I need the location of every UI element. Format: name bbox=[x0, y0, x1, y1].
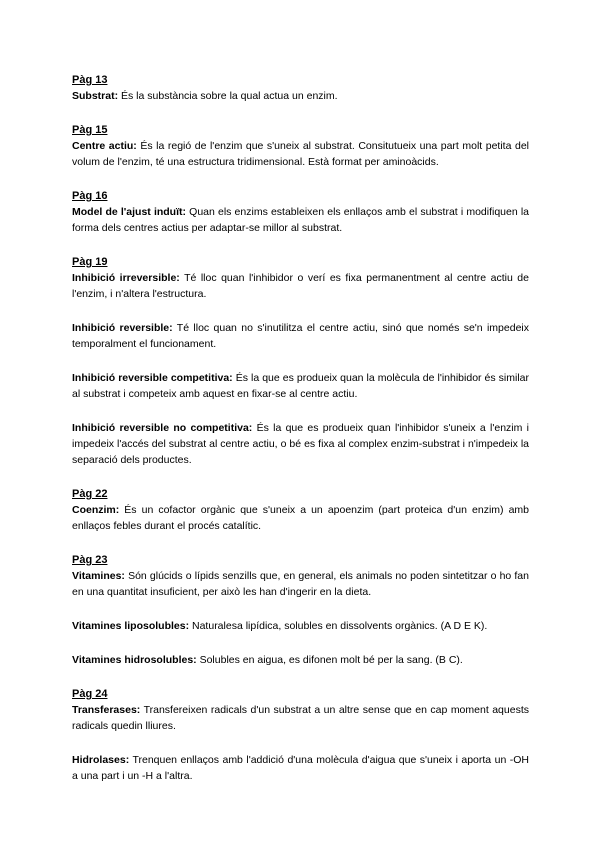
section-heading: Pàg 23 bbox=[72, 554, 108, 566]
definition-term: Inhibició reversible: bbox=[72, 322, 173, 334]
section-pag-19 bbox=[72, 254, 529, 468]
definition-coenzim bbox=[72, 502, 529, 534]
definition-text: Trenquen enllaços amb l'addició d'una molècula d'aigua que s'uneix i aporta un -OH a una part i un -H a l'altra. bbox=[72, 754, 529, 782]
definition-text: Quan els enzims estableixen els enllaços amb el substrat i modifiquen la forma dels centres actius per adaptar-se millor al substrat. bbox=[72, 206, 530, 234]
definition-term: Inhibició reversible competitiva: bbox=[72, 372, 233, 384]
section-pag-24 bbox=[72, 686, 529, 784]
definition-text: És un cofactor orgànic que s'uneix a un apoenzim (part proteica d'un enzim) amb enllaços febles durant el procés catalític. bbox=[72, 504, 529, 532]
definition-term: Transferases: bbox=[72, 704, 141, 716]
section-pag-15 bbox=[72, 122, 529, 170]
definition-term: Inhibició reversible no competitiva: bbox=[72, 422, 253, 434]
definition-substrat bbox=[72, 88, 529, 104]
definition-text: Naturalesa lipídica, solubles en dissolvents orgànics. (A D E K). bbox=[189, 620, 488, 632]
definition-term: Model de l'ajust induït: bbox=[72, 206, 187, 218]
section-heading: Pàg 22 bbox=[72, 488, 108, 500]
definition-text: Són glúcids o lípids senzills que, en general, els animals no poden sintetitzar o ho fan en una quantitat insuficient, per això les han d'ingerir en la dieta. bbox=[72, 570, 529, 598]
section-pag-16 bbox=[72, 188, 529, 236]
definition-text: Té lloc quan l'inhibidor o verí es fixa permanentment al centre actiu de l'enzim, i n'altera l'estructura. bbox=[72, 272, 529, 300]
definition-term: Vitamines liposolubles: bbox=[72, 620, 190, 632]
definition-text: És la que es produeix quan l'inhibidor s'uneix a l'enzim i impedeix l'accés del substrat al centre actiu, o bé es fixa al complex enzim-substrat i n'impedeix la separació dels productes. bbox=[72, 422, 529, 466]
definition-centre-actiu bbox=[72, 138, 529, 170]
section-pag-23 bbox=[72, 552, 529, 668]
definition-transferases bbox=[72, 702, 529, 734]
definition-term: Coenzim: bbox=[72, 504, 120, 516]
definition-text: Transfereixen radicals d'un substrat a un altre sense que en cap moment aquests radicals quedin lliures. bbox=[72, 704, 529, 732]
definition-text: És la regió de l'enzim que s'uneix al substrat. Consitutueix una part molt petita del volum de l'enzim, té una estructura tridimensional. Està format per aminoàcids. bbox=[72, 140, 529, 168]
definition-term: Vitamines: bbox=[72, 570, 125, 582]
definition-inhibicio-no-competitiva bbox=[72, 420, 529, 468]
definition-vitamines-liposolubles bbox=[72, 618, 529, 634]
section-heading: Pàg 24 bbox=[72, 688, 108, 700]
section-heading: Pàg 13 bbox=[72, 74, 108, 86]
definition-term: Hidrolases: bbox=[72, 754, 130, 766]
definition-text: És la que es produeix quan la molècula de l'inhibidor és similar al substrat i competeix amb aquest en fixar-se al centre actiu. bbox=[72, 372, 529, 400]
section-pag-13 bbox=[72, 72, 529, 104]
definition-hidrolases bbox=[72, 752, 529, 784]
definition-term: Substrat: bbox=[72, 90, 119, 102]
definition-term: Centre actiu: bbox=[72, 140, 137, 152]
definition-vitamines-hidrosolubles bbox=[72, 652, 529, 668]
definition-term: Vitamines hidrosolubles: bbox=[72, 654, 197, 666]
section-heading: Pàg 16 bbox=[72, 190, 108, 202]
definition-term: Inhibició irreversible: bbox=[72, 272, 180, 284]
definition-text: Té lloc quan no s'inutilitza el centre actiu, sinó que només se'n impedeix temporalment el funcionament. bbox=[72, 322, 529, 350]
definition-inhibicio-irreversible bbox=[72, 270, 529, 302]
definition-text: És la substància sobre la qual actua un enzim. bbox=[118, 90, 338, 102]
section-heading: Pàg 19 bbox=[72, 256, 108, 268]
section-pag-22 bbox=[72, 486, 529, 534]
section-heading: Pàg 15 bbox=[72, 124, 108, 136]
definition-ajust-induit bbox=[72, 204, 529, 236]
definition-text: Solubles en aigua, es difonen molt bé per la sang. (B C). bbox=[196, 654, 463, 666]
definition-inhibicio-reversible bbox=[72, 320, 529, 352]
definition-vitamines bbox=[72, 568, 529, 600]
definition-inhibicio-competitiva bbox=[72, 370, 529, 402]
